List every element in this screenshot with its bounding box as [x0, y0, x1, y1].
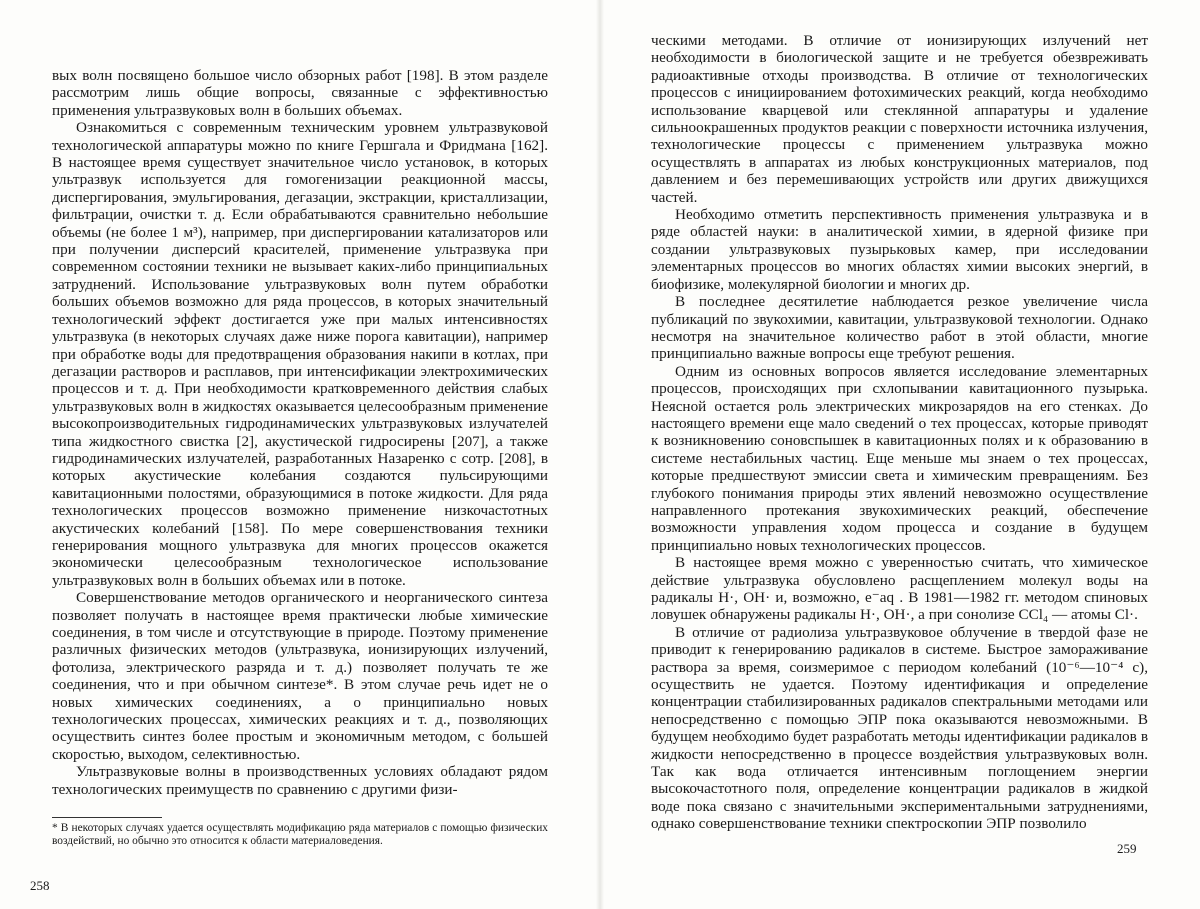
footnote-rule — [52, 817, 162, 818]
paragraph: Совершенствование методов органического и неорганического синтеза позволяет получать в настоящее время практически любые химические соединения, в том числе и отсутствующие в природе. Поэтому применение различных физических методов (ультразвука, ионизирующих излучений, фотолиза, электрического разряда и т. д.) позволяет получать те же соединения, что и при обычном синтезе*. В этом случае речь идет не о новых химических соединениях, а о принципиально новых технологических процессах, химических реакциях и т. д., позволяющих осуществить синтез более простым и экономичным методом, с большей скоростью, выходом, селективностью. — [52, 589, 548, 763]
left-page-body — [52, 67, 548, 798]
paragraph: Одним из основных вопросов является исследование элементарных процессов, происходящих при схлопывании кавитационного пузырька. Неясной остается роль электрических микрозарядов на его стенках. До настоящего времени еще мало сведений о тех процессах, которые приводят к возникновению соновспышек в кавитационных полях и к образованию в системе нестабильных частиц. Еще меньше мы знаем о тех процессах, которые предшествуют эмиссии света и химическим превращениям. Без глубокого понимания природы этих явлений невозможно осуществление направленного протекания звукохимических реакций, обеспечение возможности управления ходом процесса и создание в будущем принципиально новых технологических процессов. — [651, 362, 1148, 554]
paragraph: В настоящее время можно с уверенностью считать, что химическое действие ультразвука обусловлено расщеплением молекул воды на радикалы H·, OH· и, возможно, e⁻aq . В 1981—1982 гг. методом спиновых ловушек обнаружены радикалы H·, OH·, а при сонолизе CCl₄ — атомы Cl·. — [651, 554, 1148, 624]
paragraph: Ультразвуковые волны в производственных условиях обладают рядом технологических преимуществ по сравнению с другими физи- — [52, 763, 548, 798]
paragraph: В отличие от радиолиза ультразвуковое облучение в твердой фазе не приводит к генерированию радикалов в системе. Быстрое замораживание раствора за время, соизмеримое с периодом колебаний (10⁻⁶—10⁻⁴ с), осуществить не удается. Поэтому идентификация и определение концентрации стабилизированных радикалов спектральными методами или непосредственно с помощью ЭПР пока оказываются невозможными. В будущем необходимо будет разработать методы идентификации радикалов в жидкости непосредственно в процессе воздействия ультразвуковых волн. Так как вода отличается интенсивным поглощением энергии высокочастотного поля, определение концентрации радикалов в жидкой воде пока связано с значительными экспериментальными затруднениями, однако совершенствование техники спектроскопии ЭПР позволило — [651, 623, 1148, 833]
page-number-right: 259 — [1117, 841, 1137, 856]
paragraph: Необходимо отметить перспективность применения ультразвука и в ряде областей науки: в аналитической химии, в ядерной физике при создании ультразвуковых пузырьковых камер, при исследовании элементарных процессов во многих областях химии высоких энергий, в биофизике, молекулярной биологии и многих др. — [651, 206, 1148, 293]
footnote: * В некоторых случаях удается осуществлять модификацию ряда материалов с помощью физических воздействий, но обычно это относится к области материаловедения. — [52, 822, 548, 847]
paragraph: ческими методами. В отличие от ионизирующих излучений нет необходимости в биологической защите и не требуется обезвреживать радиоактивные отходы производства. В отличие от технологических процессов с инициированием фотохимических реакций, когда необходимо использование кварцевой или стеклянной аппаратуры и удаление сильноокрашенных продуктов реакции с поверхности источника излучения, технологические процессы с применением ультразвука можно осуществлять в аппаратах из любых конструкционных материалов, под давлением и без перемешивающих устройств или других движущихся частей. — [651, 32, 1148, 206]
paragraph: Ознакомиться с современным техническим уровнем ультразвуковой технологической аппаратуры можно по книге Гершгала и Фридмана [162]. В настоящее время существует значительное число установок, в которых ультразвук используется для гомогенизации реакционной массы, диспергирования, эмульгирования, дегазации, экстракции, кристаллизации, фильтрации, очистки т. д. Если обрабатываются сравнительно небольшие объемы (не более 1 м³), например, при диспергировании катализаторов или при получении дисперсий красителей, применение ультразвука при современном состоянии техники не вызывает каких-либо принципиальных затруднений. Использование ультразвуковых волн путем обработки больших объемов возможно для ряда процессов, в которых значительный технологический эффект достигается уже при малых интенсивностях ультразвука (в некоторых случаях даже ниже порога кавитации), например при обработке воды для предотвращения образования накипи в котлах, при дегазации растворов и расплавов, при интенсификации электрохимических процессов и т. д. При необходимости кратковременного действия слабых ультразвуковых волн в жидкостях оказывается целесообразным применение высокопроизводительных гидродинамических ультразвуковых излучателей типа жидкостного свистка [2], акустической гидросирены [207], а также гидродинамических излучателей, разработанных Назаренко с сотр. [208], в которых акустические колебания создаются пульсирующими кавитационными полостями, образующимися в потоке жидкости. Для ряда технологических процессов возможно применение низкочастотных акустических колебаний [158]. По мере совершенствования техники генерирования мощного ультразвука для многих процессов окажется экономически целесообразным технологическое использование ультразвуковых волн в больших объемах или в потоке. — [52, 119, 548, 589]
page-number-left: 258 — [30, 878, 50, 893]
paragraph: В последнее десятилетие наблюдается резкое увеличение числа публикаций по звукохимии, кавитации, ультразвуковой технологии. Однако несмотря на значительное количество работ в этой области, многие принципиально важные вопросы еще требуют решения. — [651, 293, 1148, 363]
paragraph: вых волн посвящено большое число обзорных работ [198]. В этом разделе рассмотрим лишь общие вопросы, связанные с эффективностью применения ультразвуковых волн в больших объемах. — [52, 67, 548, 119]
right-page-body — [651, 32, 1148, 833]
